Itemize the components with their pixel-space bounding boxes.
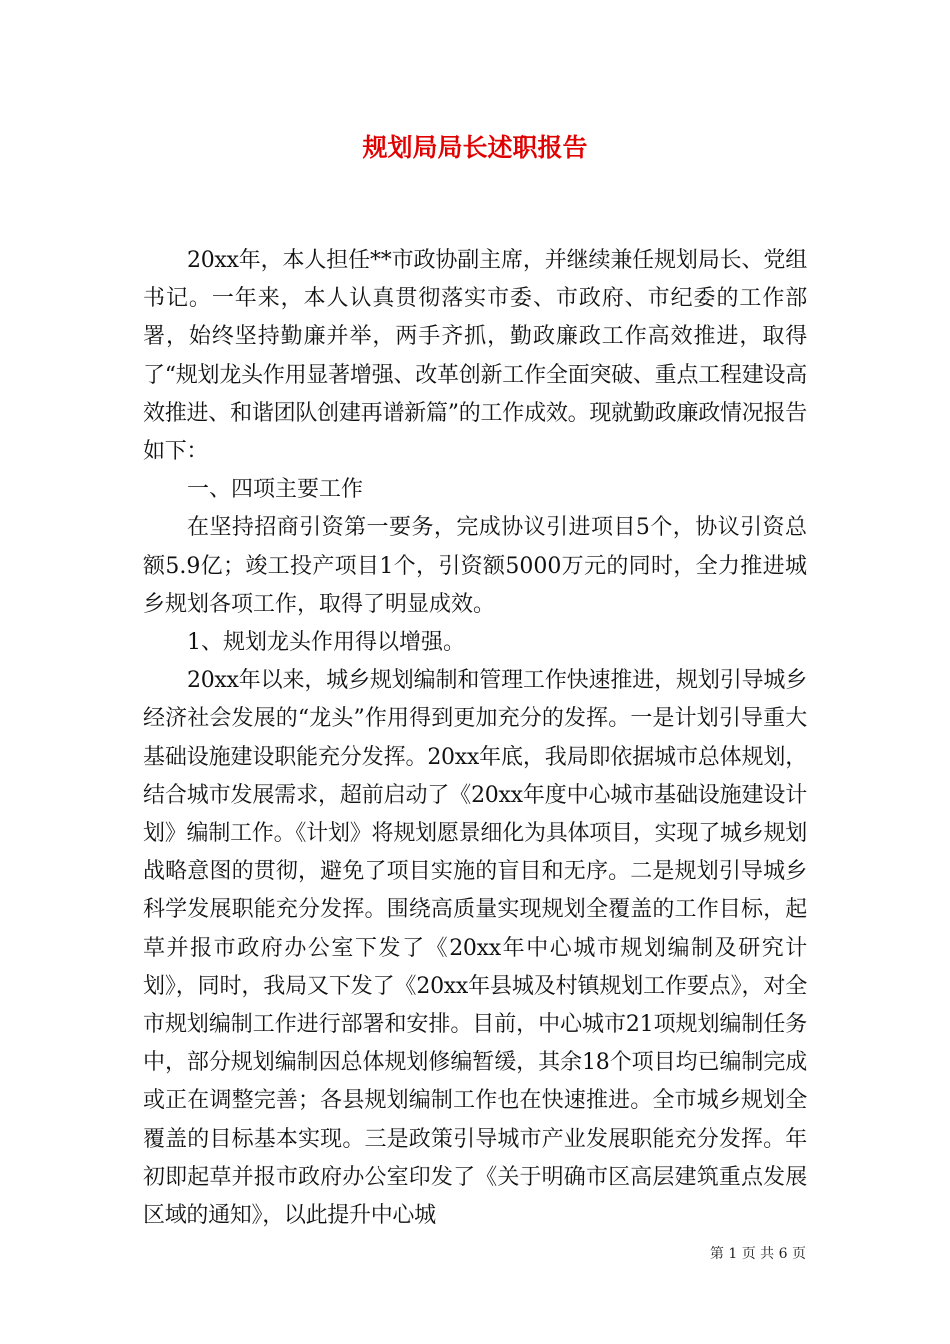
page-number-footer: 第 1 页 共 6 页 — [709, 1246, 806, 1262]
investment-paragraph: 在坚持招商引资第一要务，完成协议引进项目5个，协议引资总额5.9亿；竣工投产项目1个，引资额5000万元的同时，全力推进城乡规划各项工作，取得了明显成效。 — [143, 515, 807, 617]
intro-paragraph: 20xx年，本人担任**市政协副主席，并继续兼任规划局长、党组书记。一年来，本人认真贯彻落实市委、市政府、市纪委的工作部署，始终坚持勤廉并举，两手齐抓，勤政廉政工作高效推进，取得了“规划龙头作用显著增强、改革创新工作全面突破、重点工程建设高效推进、和谐团队创建再谱新篇”的工作成效。现就勤政廉政情况报告如下： — [143, 248, 807, 465]
section-heading-main-work: 一、四项主要工作 — [187, 477, 364, 503]
subsection-heading-planning: 1、规划龙头作用得以增强。 — [187, 630, 465, 656]
planning-paragraph: 20xx年以来，城乡规划编制和管理工作快速推进，规划引导城乡经济社会发展的“龙头”作用得到更加充分的发挥。一是计划引导重大基础设施建设职能充分发挥。20xx年底，我局即依据城市总体规划，结合城市发展需求，超前启动了《20xx年度中心城市基础设施建设计划》编制工作。《计划》将规划愿景细化为具体项目，实现了城乡规划战略意图的贯彻，避免了项目实施的盲目和无序。二是规划引导城乡科学发展职能充分发挥。围绕高质量实现规划全覆盖的工作目标，起草并报市政府办公室下发了《20xx年中心城市规划编制及研究计划》，同时，我局又下发了《20xx年县城及村镇规划工作要点》，对全市规划编制工作进行部署和安排。目前，中心城市21项规划编制任务中，部分规划编制因总体规划修编暂缓，其余18个项目均已编制完成或正在调整完善；各县规划编制工作也在快速推进。全市城乡规划全覆盖的目标基本实现。三是政策引导城市产业发展职能充分发挥。年初即起草并报市政府办公室印发了《关于明确市区高层建筑重点发展区域的通知》，以此提升中心城 — [143, 668, 807, 1229]
document-title: 规划局局长述职报告 — [362, 133, 588, 162]
document-body — [143, 242, 807, 1235]
